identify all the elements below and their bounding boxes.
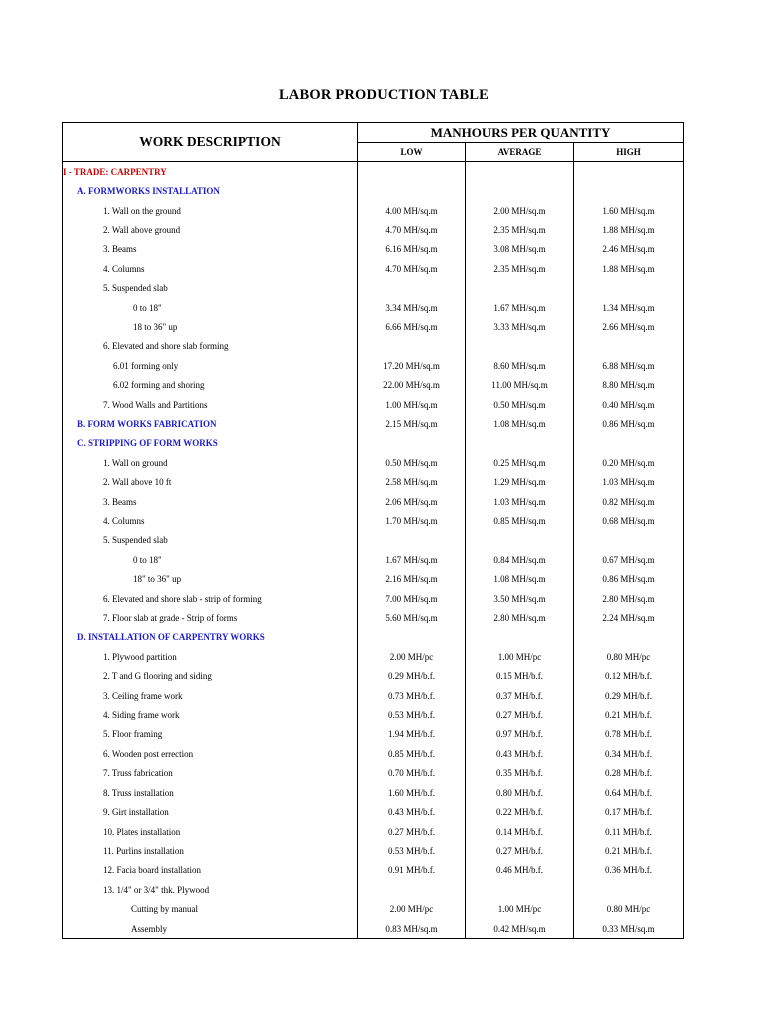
table-row <box>63 783 684 802</box>
average-value: 2.80 MH/sq.m <box>466 608 574 627</box>
low-value <box>358 181 466 200</box>
high-value: 6.88 MH/sq.m <box>574 356 684 375</box>
high-value <box>574 434 684 453</box>
work-item: 7. Truss fabrication <box>63 764 358 783</box>
work-item: 2. Wall above ground <box>63 220 358 239</box>
high-value: 0.34 MH/b.f. <box>574 744 684 763</box>
low-value <box>358 531 466 550</box>
high-header: HIGH <box>574 143 684 162</box>
high-value <box>574 880 684 899</box>
work-item: 10. Plates installation <box>63 822 358 841</box>
average-value: 0.84 MH/sq.m <box>466 550 574 569</box>
work-description-header: WORK DESCRIPTION <box>63 123 358 162</box>
high-value: 0.82 MH/sq.m <box>574 492 684 511</box>
low-value: 2.16 MH/sq.m <box>358 570 466 589</box>
average-value: 0.46 MH/b.f. <box>466 861 574 880</box>
work-item: 5. Floor framing <box>63 725 358 744</box>
table-row <box>63 861 684 880</box>
high-value: 2.24 MH/sq.m <box>574 608 684 627</box>
high-value: 0.68 MH/sq.m <box>574 511 684 530</box>
average-value: 1.08 MH/sq.m <box>466 570 574 589</box>
average-value: 0.85 MH/sq.m <box>466 511 574 530</box>
low-value: 6.16 MH/sq.m <box>358 240 466 259</box>
average-value: 2.35 MH/sq.m <box>466 220 574 239</box>
low-value: 4.00 MH/sq.m <box>358 201 466 220</box>
table-row <box>63 589 684 608</box>
low-value: 6.66 MH/sq.m <box>358 317 466 336</box>
table-row <box>63 608 684 627</box>
low-value: 1.70 MH/sq.m <box>358 511 466 530</box>
table-row <box>63 570 684 589</box>
low-value: 7.00 MH/sq.m <box>358 589 466 608</box>
high-value <box>574 531 684 550</box>
low-value: 1.00 MH/sq.m <box>358 395 466 414</box>
section-heading: C. STRIPPING OF FORM WORKS <box>63 434 358 453</box>
table-row <box>63 298 684 317</box>
work-item: 4. Siding frame work <box>63 705 358 724</box>
high-value: 0.80 MH/pc <box>574 647 684 666</box>
work-item: 2. T and G flooring and siding <box>63 667 358 686</box>
work-item: 4. Columns <box>63 259 358 278</box>
work-item: 7. Wood Walls and Partitions <box>63 395 358 414</box>
low-value: 22.00 MH/sq.m <box>358 375 466 394</box>
high-value: 0.86 MH/sq.m <box>574 414 684 433</box>
low-header: LOW <box>358 143 466 162</box>
work-item: 3. Beams <box>63 492 358 511</box>
high-value: 0.78 MH/b.f. <box>574 725 684 744</box>
high-value: 0.17 MH/b.f. <box>574 802 684 821</box>
work-item: 6.01 forming only <box>63 356 358 375</box>
table-row <box>63 220 684 239</box>
low-value: 1.60 MH/b.f. <box>358 783 466 802</box>
low-value: 3.34 MH/sq.m <box>358 298 466 317</box>
average-value <box>466 531 574 550</box>
work-item: 0 to 18" <box>63 298 358 317</box>
average-value: 0.14 MH/b.f. <box>466 822 574 841</box>
high-value: 0.86 MH/sq.m <box>574 570 684 589</box>
table-row <box>63 434 684 453</box>
average-value: 3.08 MH/sq.m <box>466 240 574 259</box>
table-row <box>63 550 684 569</box>
table-row <box>63 356 684 375</box>
low-value <box>358 434 466 453</box>
labor-production-table <box>62 122 684 939</box>
high-value: 0.64 MH/b.f. <box>574 783 684 802</box>
high-value: 2.46 MH/sq.m <box>574 240 684 259</box>
page-title: LABOR PRODUCTION TABLE <box>278 87 490 103</box>
low-value: 0.53 MH/b.f. <box>358 705 466 724</box>
work-item: 18" to 36" up <box>63 570 358 589</box>
low-value: 0.50 MH/sq.m <box>358 453 466 472</box>
high-value: 0.11 MH/b.f. <box>574 822 684 841</box>
table-row <box>63 802 684 821</box>
average-value <box>466 162 574 182</box>
table-row <box>63 841 684 860</box>
table-row <box>63 375 684 394</box>
trade-heading: I - TRADE: CARPENTRY <box>63 162 358 182</box>
average-value <box>466 434 574 453</box>
table-row <box>63 822 684 841</box>
table-row <box>63 899 684 918</box>
table-row <box>63 667 684 686</box>
low-value: 1.94 MH/b.f. <box>358 725 466 744</box>
table-body <box>63 162 684 939</box>
average-value: 1.03 MH/sq.m <box>466 492 574 511</box>
table-row <box>63 511 684 530</box>
table-row <box>63 240 684 259</box>
average-value: 1.08 MH/sq.m <box>466 414 574 433</box>
average-value <box>466 628 574 647</box>
work-item: Cutting by manual <box>63 899 358 918</box>
work-item: 12. Facia board installation <box>63 861 358 880</box>
high-value: 0.80 MH/pc <box>574 899 684 918</box>
average-value: 11.00 MH/sq.m <box>466 375 574 394</box>
average-value <box>466 880 574 899</box>
high-value <box>574 278 684 297</box>
table-row <box>63 492 684 511</box>
high-value: 0.40 MH/sq.m <box>574 395 684 414</box>
table-row <box>63 181 684 200</box>
average-value: 0.25 MH/sq.m <box>466 453 574 472</box>
average-value: 1.29 MH/sq.m <box>466 473 574 492</box>
low-value <box>358 337 466 356</box>
high-value: 0.67 MH/sq.m <box>574 550 684 569</box>
work-item: 7. Floor slab at grade - Strip of forms <box>63 608 358 627</box>
average-value: 0.27 MH/b.f. <box>466 841 574 860</box>
work-item: 1. Plywood partition <box>63 647 358 666</box>
section-heading: A. FORMWORKS INSTALLATION <box>63 181 358 200</box>
work-item: 2. Wall above 10 ft <box>63 473 358 492</box>
average-value: 0.15 MH/b.f. <box>466 667 574 686</box>
table-row <box>63 453 684 472</box>
average-value: 0.37 MH/b.f. <box>466 686 574 705</box>
work-item: 6. Wooden post errection <box>63 744 358 763</box>
table-row <box>63 259 684 278</box>
low-value: 4.70 MH/sq.m <box>358 259 466 278</box>
work-item: 3. Beams <box>63 240 358 259</box>
high-value <box>574 162 684 182</box>
low-value: 1.67 MH/sq.m <box>358 550 466 569</box>
table-row <box>63 880 684 899</box>
average-value: 2.35 MH/sq.m <box>466 259 574 278</box>
high-value: 2.80 MH/sq.m <box>574 589 684 608</box>
low-value: 0.85 MH/b.f. <box>358 744 466 763</box>
work-item: 4. Columns <box>63 511 358 530</box>
high-value <box>574 337 684 356</box>
low-value: 0.83 MH/sq.m <box>358 919 466 939</box>
work-item: 0 to 18" <box>63 550 358 569</box>
work-item: 1. Wall on ground <box>63 453 358 472</box>
high-value: 0.33 MH/sq.m <box>574 919 684 939</box>
average-value: 3.33 MH/sq.m <box>466 317 574 336</box>
table-row <box>63 473 684 492</box>
table-row <box>63 686 684 705</box>
low-value: 0.91 MH/b.f. <box>358 861 466 880</box>
table-row <box>63 395 684 414</box>
table-row <box>63 647 684 666</box>
high-value: 0.29 MH/b.f. <box>574 686 684 705</box>
low-value: 2.06 MH/sq.m <box>358 492 466 511</box>
high-value: 1.88 MH/sq.m <box>574 220 684 239</box>
work-item: 11. Purlins installation <box>63 841 358 860</box>
high-value: 2.66 MH/sq.m <box>574 317 684 336</box>
work-item: 8. Truss installation <box>63 783 358 802</box>
manhours-header: MANHOURS PER QUANTITY <box>358 123 684 143</box>
low-value: 2.58 MH/sq.m <box>358 473 466 492</box>
low-value: 0.70 MH/b.f. <box>358 764 466 783</box>
low-value <box>358 278 466 297</box>
table-row <box>63 531 684 550</box>
low-value: 2.00 MH/pc <box>358 647 466 666</box>
work-item: 5. Suspended slab <box>63 531 358 550</box>
section-heading: D. INSTALLATION OF CARPENTRY WORKS <box>63 628 358 647</box>
high-value <box>574 181 684 200</box>
high-value: 0.28 MH/b.f. <box>574 764 684 783</box>
table-row <box>63 744 684 763</box>
low-value: 0.43 MH/b.f. <box>358 802 466 821</box>
table-row <box>63 162 684 182</box>
high-value: 0.36 MH/b.f. <box>574 861 684 880</box>
table-row <box>63 919 684 939</box>
low-value: 0.73 MH/b.f. <box>358 686 466 705</box>
work-item: 5. Suspended slab <box>63 278 358 297</box>
average-value: 0.80 MH/b.f. <box>466 783 574 802</box>
table-row <box>63 317 684 336</box>
average-value: 0.27 MH/b.f. <box>466 705 574 724</box>
low-value: 0.29 MH/b.f. <box>358 667 466 686</box>
low-value <box>358 628 466 647</box>
low-value: 5.60 MH/sq.m <box>358 608 466 627</box>
table-row <box>63 764 684 783</box>
table-row <box>63 337 684 356</box>
section-heading: B. FORM WORKS FABRICATION <box>63 414 358 433</box>
average-value: 1.00 MH/pc <box>466 899 574 918</box>
average-value: 0.43 MH/b.f. <box>466 744 574 763</box>
average-value <box>466 337 574 356</box>
average-value: 0.97 MH/b.f. <box>466 725 574 744</box>
table-row <box>63 201 684 220</box>
work-item: 3. Ceiling frame work <box>63 686 358 705</box>
high-value: 0.21 MH/b.f. <box>574 841 684 860</box>
high-value: 1.88 MH/sq.m <box>574 259 684 278</box>
low-value: 0.27 MH/b.f. <box>358 822 466 841</box>
average-value: 0.42 MH/sq.m <box>466 919 574 939</box>
average-value: 0.22 MH/b.f. <box>466 802 574 821</box>
average-header: AVERAGE <box>466 143 574 162</box>
low-value <box>358 880 466 899</box>
high-value: 0.12 MH/b.f. <box>574 667 684 686</box>
work-item: 1. Wall on the ground <box>63 201 358 220</box>
work-item: Assembly <box>63 919 358 939</box>
average-value: 0.50 MH/sq.m <box>466 395 574 414</box>
average-value: 3.50 MH/sq.m <box>466 589 574 608</box>
table-row <box>63 705 684 724</box>
work-item: 13. 1/4" or 3/4" thk. Plywood <box>63 880 358 899</box>
low-value: 0.53 MH/b.f. <box>358 841 466 860</box>
average-value: 1.00 MH/pc <box>466 647 574 666</box>
table-row <box>63 628 684 647</box>
low-value: 17.20 MH/sq.m <box>358 356 466 375</box>
work-item: 9. Girt installation <box>63 802 358 821</box>
low-value <box>358 162 466 182</box>
average-value <box>466 278 574 297</box>
average-value: 2.00 MH/sq.m <box>466 201 574 220</box>
average-value: 8.60 MH/sq.m <box>466 356 574 375</box>
work-item: 6. Elevated and shore slab - strip of forming <box>63 589 358 608</box>
average-value: 1.67 MH/sq.m <box>466 298 574 317</box>
high-value: 8.80 MH/sq.m <box>574 375 684 394</box>
high-value: 1.60 MH/sq.m <box>574 201 684 220</box>
high-value <box>574 628 684 647</box>
high-value: 1.03 MH/sq.m <box>574 473 684 492</box>
low-value: 4.70 MH/sq.m <box>358 220 466 239</box>
low-value: 2.15 MH/sq.m <box>358 414 466 433</box>
average-value <box>466 181 574 200</box>
high-value: 0.21 MH/b.f. <box>574 705 684 724</box>
work-item: 6.02 forming and shoring <box>63 375 358 394</box>
high-value: 1.34 MH/sq.m <box>574 298 684 317</box>
work-item: 18 to 36" up <box>63 317 358 336</box>
low-value: 2.00 MH/pc <box>358 899 466 918</box>
average-value: 0.35 MH/b.f. <box>466 764 574 783</box>
work-item: 6. Elevated and shore slab forming <box>63 337 358 356</box>
table-row <box>63 414 684 433</box>
table-row <box>63 725 684 744</box>
high-value: 0.20 MH/sq.m <box>574 453 684 472</box>
table-row <box>63 278 684 297</box>
